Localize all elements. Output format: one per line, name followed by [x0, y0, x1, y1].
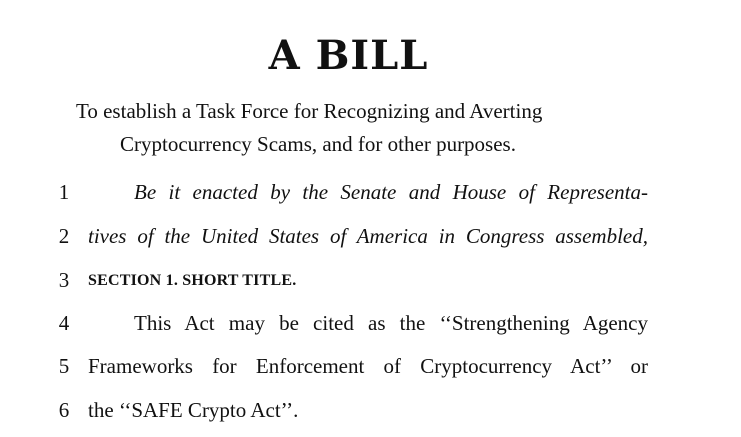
line-number: 4 [58, 311, 70, 335]
line-number: 1 [58, 180, 70, 204]
short-title-line-3: the ‘‘SAFE Crypto Act’’. [88, 398, 299, 422]
purpose-line-2: Cryptocurrency Scams, and for other purposes. [120, 132, 516, 156]
line-number: 6 [58, 398, 70, 422]
line-number: 3 [58, 268, 70, 292]
short-title-line-1: This Act may be cited as the ‘‘Strengthening Agency [134, 311, 648, 335]
bill-title: A BILL [268, 32, 429, 79]
enacting-clause-line-2: tives of the United States of America in Congress assembled, [88, 224, 648, 248]
short-title-line-2: Frameworks for Enforcement of Cryptocurrency Act’’ or [88, 354, 648, 378]
purpose-line-1: To establish a Task Force for Recognizing and Averting [76, 99, 543, 123]
bill-purpose [76, 95, 636, 161]
line-number: 2 [58, 224, 70, 248]
enacting-clause-line-1: Be it enacted by the Senate and House of Representa- [134, 180, 648, 204]
section-heading: SECTION 1. SHORT TITLE. [88, 272, 297, 289]
line-number: 5 [58, 354, 70, 378]
